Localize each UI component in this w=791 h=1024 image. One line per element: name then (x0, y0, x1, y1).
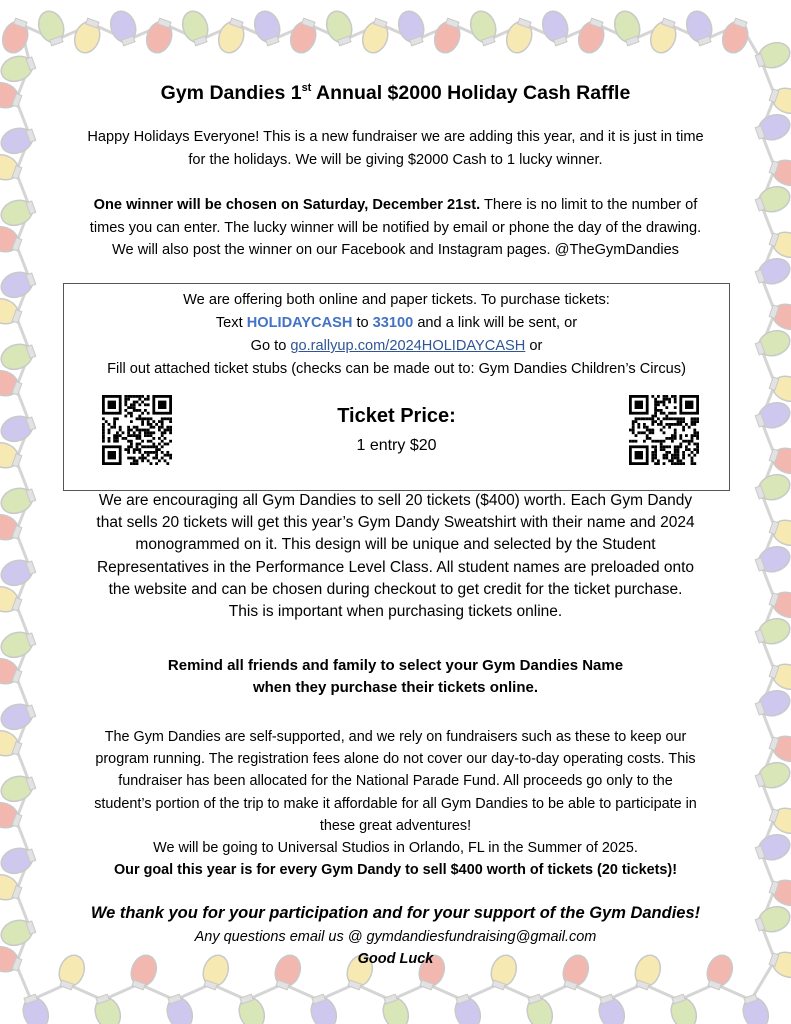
drawing-date: One winner will be chosen on Saturday, December 21st. (93, 197, 481, 213)
ticket-stubs-note: Fill out attached ticket stubs (checks can be made out to: Gym Dandies Children’s Circus) (107, 361, 686, 377)
sms-keyword: HOLIDAYCASH (246, 315, 353, 331)
url-instructions: Go to go.rallyup.com/2024HOLIDAYCASH or (250, 338, 543, 354)
support-paragraph: The Gym Dandies are self-supported, and we rely on fundraisers such as these to keep our program running. The registration fees alone do not cover our day-to-day operating costs. This fundraiser has been allocated for the National Parade Fund. All proceeds go only to the student’s portion of the trip to make it affordable for all Gym Dandies to be able to participate in these great adventures! We will be going to Universal Studios in Orlando, FL in the Summer of 2025. Our goal this year is for every Gym Dandy to sell $400 worth of tickets (20 tickets)! (0, 726, 791, 881)
ticket-price-value: 1 entry $20 (356, 437, 437, 454)
ticket-price-heading: Ticket Price: (337, 405, 456, 427)
contact-line: Any questions email us @ gymdandiesfundraising@gmail.com (194, 929, 597, 945)
intro-paragraph: Happy Holidays Everyone! This is a new fundraiser we are adding this year, and it is just in time for the holidays. We will be giving $2000 Cash to 1 lucky winner. (87, 129, 704, 168)
remind-note: Remind all friends and family to select your Gym Dandies Name when they purchase their tickets online. (167, 657, 624, 696)
text-instructions: Text HOLIDAYCASH to 33100 and a link will be sent, or (215, 315, 578, 331)
purchase-intro: We are offering both online and paper tickets. To purchase tickets: (183, 292, 610, 308)
encourage-paragraph: We are encouraging all Gym Dandies to sell 20 tickets ($400) worth. Each Gym Dandy that sells 20 tickets will get this year’s Gym Dandy Sweatshirt with their name and 2024 monogrammed on it. This design will be unique and selected by the Student Representatives in the Performance Level Class. All student names are preloaded onto the website and can be chosen during checkout to get credit for the ticket purchase. This is important when purchasing tickets online. (96, 492, 695, 621)
good-luck: Good Luck (357, 951, 434, 967)
page-title: Gym Dandies 1st Annual $2000 Holiday Cash Raffle (160, 81, 631, 104)
goal-statement: Our goal this year is for every Gym Dandy to sell $400 worth of tickets (20 tickets)! (113, 862, 678, 879)
drawing-paragraph: One winner will be chosen on Saturday, December 21st. There is no limit to the number of times you can enter. The lucky winner will be notified by email or phone the day of the drawing. We will also post the winner on our Facebook and Instagram pages. @TheGymDandies (89, 197, 702, 258)
rallyup-link[interactable]: go.rallyup.com/2024HOLIDAYCASH (290, 338, 526, 354)
sms-shortcode: 33100 (372, 315, 414, 331)
thank-you: We thank you for your participation and for your support of the Gym Dandies! (90, 904, 701, 922)
ticket-purchase-box (63, 283, 730, 491)
